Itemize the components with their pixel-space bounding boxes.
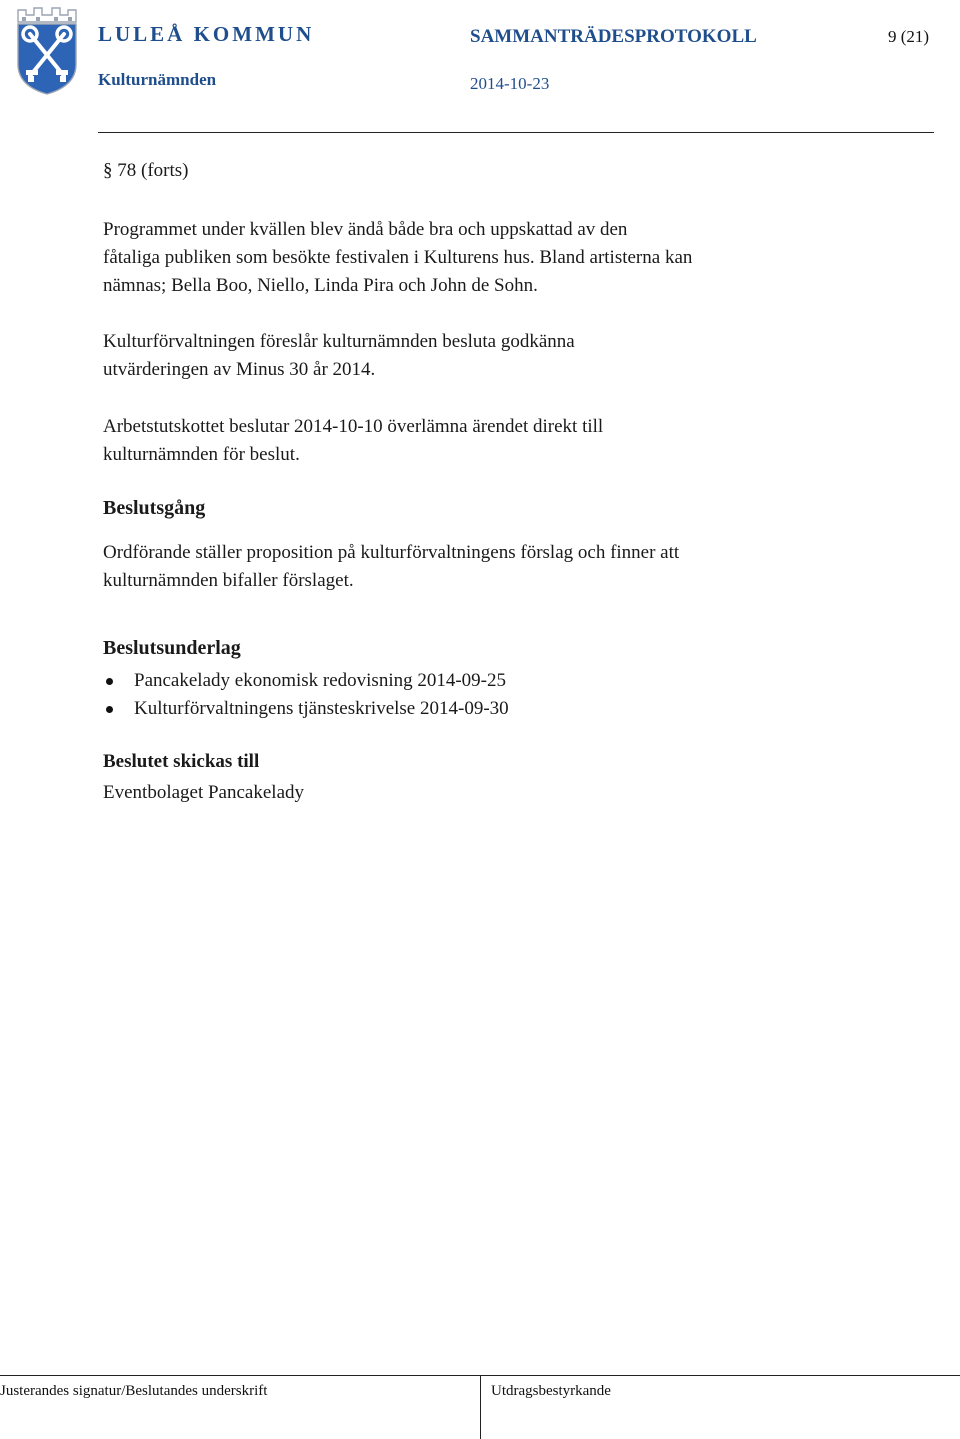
section-number: § 78 (forts)	[103, 160, 189, 181]
paragraph-proposal	[103, 328, 823, 384]
organization-name: LULEÅ KOMMUN	[98, 22, 315, 46]
paragraph-committee-decision	[103, 413, 823, 469]
list-item	[103, 695, 509, 723]
text-line: nämnas; Bella Boo, Niello, Linda Pira och John de Sohn.	[103, 275, 538, 296]
text-line: kulturnämnden för beslut.	[103, 444, 300, 465]
document-type: SAMMANTRÄDESPROTOKOLL	[470, 26, 757, 47]
footer-column-divider	[480, 1375, 481, 1439]
paragraph-decision-process	[103, 539, 823, 595]
text-line: kulturnämnden bifaller förslaget.	[103, 570, 354, 591]
signature-label: Justerandes signatur/Beslutandes underskrift	[0, 1383, 268, 1399]
heading-decision-process: Beslutsgång	[103, 497, 206, 519]
page-number: 9 (21)	[888, 27, 930, 46]
text-line: Ordförande ställer proposition på kulturförvaltningens förslag och finner att	[103, 542, 680, 563]
bullet-icon	[106, 706, 113, 713]
list-item-text: Kulturförvaltningens tjänsteskrivelse 2014-09-30	[134, 698, 509, 719]
text-line: utvärderingen av Minus 30 år 2014.	[103, 359, 376, 380]
meeting-date: 2014-10-23	[470, 74, 550, 93]
heading-decision-basis: Beslutsunderlag	[103, 637, 241, 659]
certification-label: Utdragsbestyrkande	[491, 1383, 611, 1399]
header-divider	[98, 132, 934, 133]
lulea-coat-of-arms-icon	[14, 4, 80, 96]
recipient: Eventbolaget Pancakelady	[103, 782, 305, 803]
board-name: Kulturnämnden	[98, 70, 217, 89]
text-line: Arbetstutskottet beslutar 2014-10-10 överlämna ärendet direkt till	[103, 416, 604, 437]
text-line: Kulturförvaltningen föreslår kulturnämnden besluta godkänna	[103, 331, 575, 352]
list-item	[103, 667, 509, 695]
decision-basis-list	[103, 667, 509, 723]
text-line: Programmet under kvällen blev ändå både bra och uppskattad av den	[103, 219, 628, 240]
paragraph-program	[103, 216, 823, 300]
list-item-text: Pancakelady ekonomisk redovisning 2014-09-25	[134, 670, 507, 691]
heading-sent-to: Beslutet skickas till	[103, 751, 260, 772]
text-line: fåtaliga publiken som besökte festivalen i Kulturens hus. Bland artisterna kan	[103, 247, 693, 268]
bullet-icon	[106, 678, 113, 685]
